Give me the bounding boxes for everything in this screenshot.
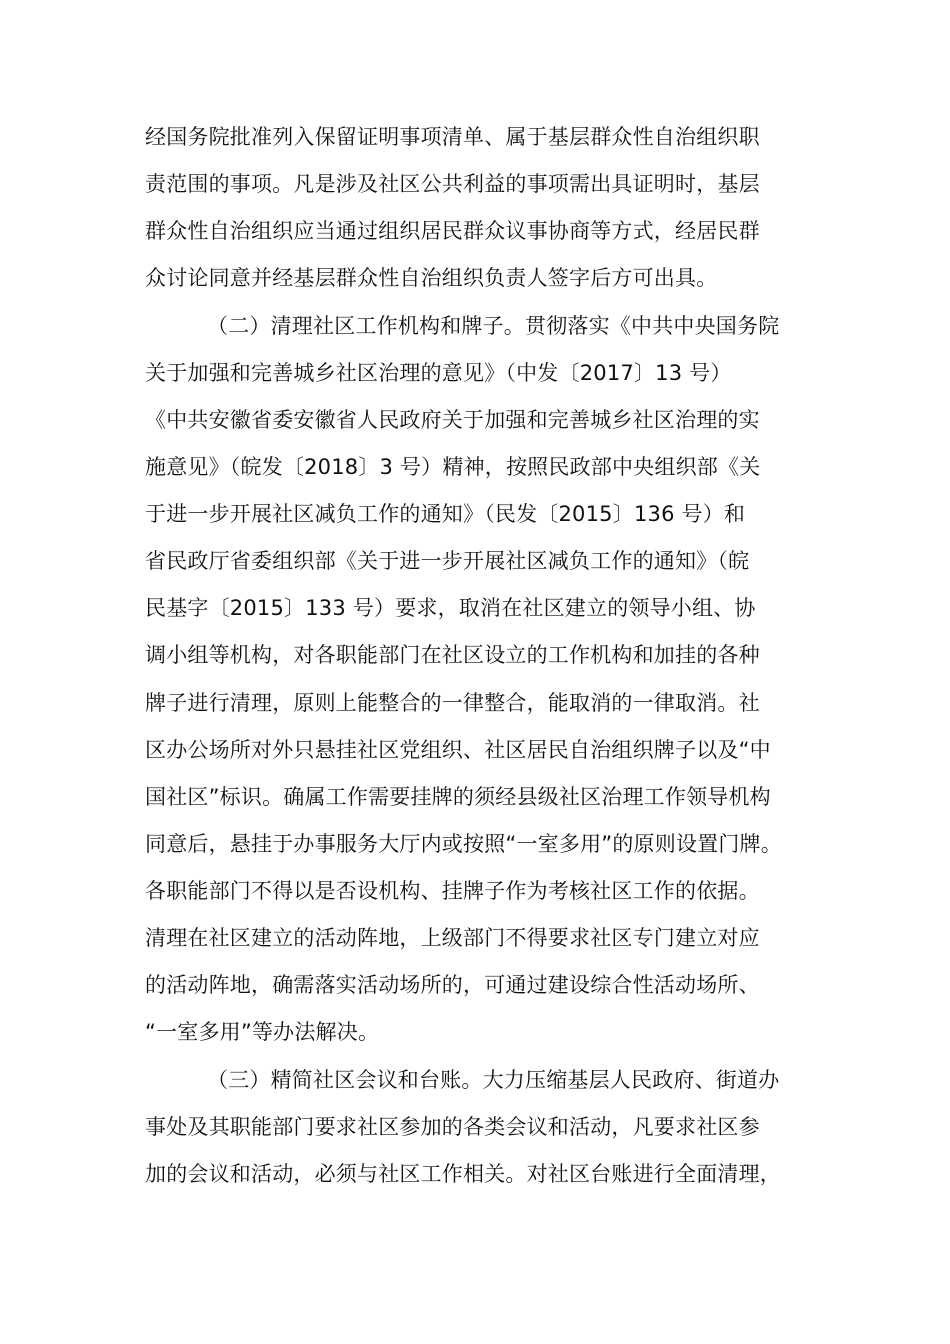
text-line: “一室多用”等办法解决。 — [145, 1020, 380, 1044]
text-line: 施意见》（皖发〔2018〕3 号）精神，按照民政部中央组织部《关 — [145, 455, 761, 479]
text-line: 牌子进行清理，原则上能整合的一律整合，能取消的一律取消。社 — [145, 691, 760, 715]
text-line: 民基字〔2015〕133 号）要求，取消在社区建立的领导小组、协 — [145, 596, 756, 620]
text-line: 调小组等机构，对各职能部门在社区设立的工作机构和加挂的各种 — [145, 643, 760, 667]
text-line: 经国务院批准列入保留证明事项清单、属于基层群众性自治组织职 — [145, 125, 760, 149]
text-line: 各职能部门不得以是否设机构、挂牌子作为考核社区工作的依据。 — [145, 879, 760, 903]
text-line: 同意后，悬挂于办事服务大厅内或按照“一室多用”的原则设置门牌。 — [145, 832, 782, 856]
text-line: 众讨论同意并经基层群众性自治组织负责人签字后方可出具。 — [145, 266, 718, 290]
paragraph-heading-2: （二）清理社区工作机构和牌子。贯彻落实《中共中央国务院 — [207, 314, 780, 338]
text-line: 的活动阵地，确需落实活动场所的，可通过建设综合性活动场所、 — [145, 973, 760, 997]
text-line: 于进一步开展社区减负工作的通知》（民发〔2015〕136 号）和 — [145, 502, 746, 526]
text-line: 群众性自治组织应当通过组织居民群众议事协商等方式，经居民群 — [145, 219, 760, 243]
text-line: 《中共安徽省委安徽省人民政府关于加强和完善城乡社区治理的实 — [145, 408, 760, 432]
text-line: 区办公场所对外只悬挂社区党组织、社区居民自治组织牌子以及“中 — [145, 738, 771, 762]
text-line: 清理在社区建立的活动阵地，上级部门不得要求社区专门建立对应 — [145, 926, 760, 950]
paragraph-heading-3: （三）精简社区会议和台账。大力压缩基层人民政府、街道办 — [207, 1068, 780, 1092]
text-line: 省民政厅省委组织部《关于进一步开展社区减负工作的通知》（皖 — [145, 549, 750, 573]
text-line: 事处及其职能部门要求社区参加的各类会议和活动，凡要求社区参 — [145, 1115, 760, 1139]
text-line: 责范围的事项。凡是涉及社区公共利益的事项需出具证明时，基层 — [145, 172, 760, 196]
text-line: 国社区”标识。确属工作需要挂牌的须经县级社区治理工作领导机构 — [145, 785, 771, 809]
text-line: 加的会议和活动，必须与社区工作相关。对社区台账进行全面清理， — [145, 1162, 781, 1186]
text-line: 关于加强和完善城乡社区治理的意见》（中发〔2017〕13 号） — [145, 361, 732, 385]
